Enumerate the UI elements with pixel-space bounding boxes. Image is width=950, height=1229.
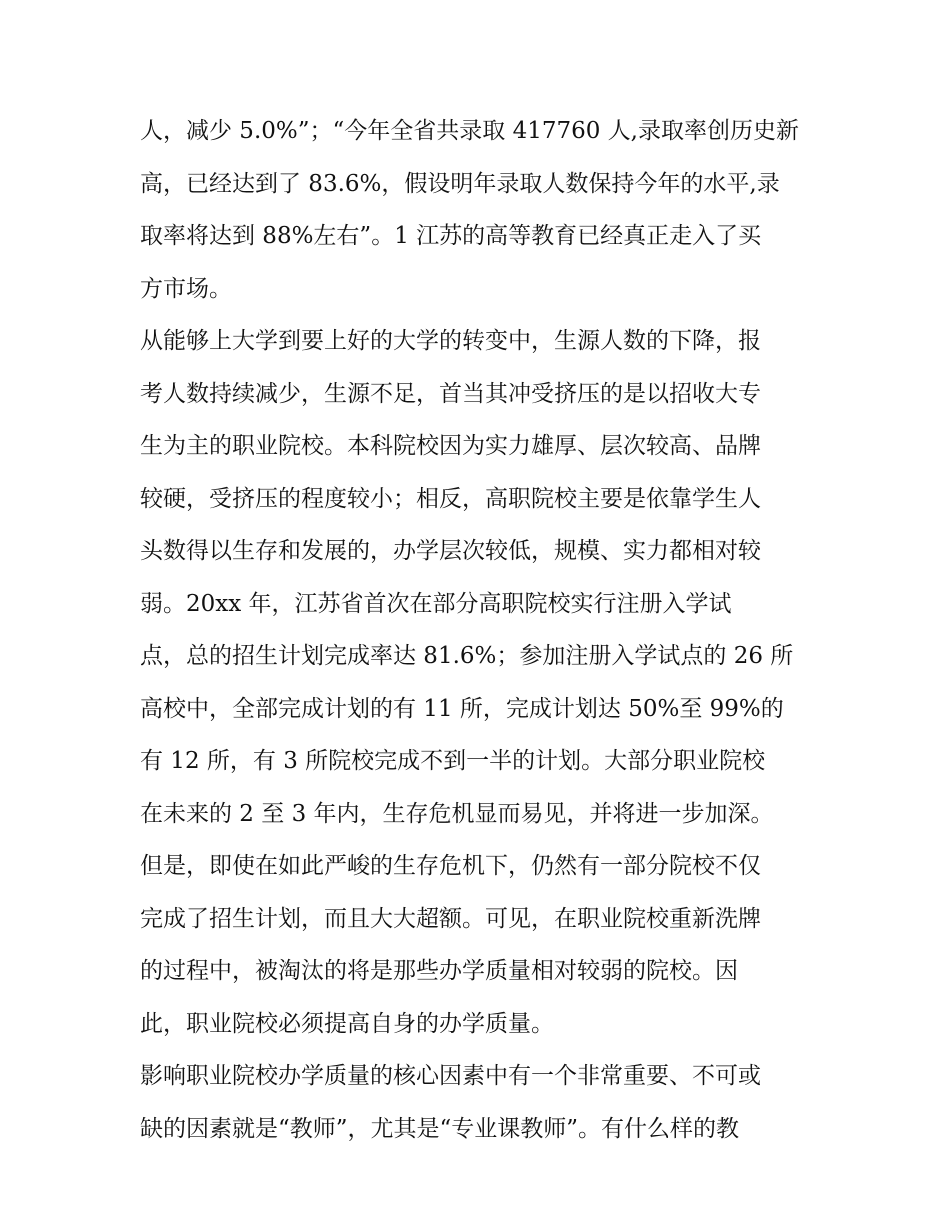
text-line: 点，总的招生计划完成率达 81.6%；参加注册入学试点的 26 所	[140, 643, 794, 669]
text-line: 头数得以生存和发展的，办学层次较低，规模、实力都相对较	[140, 538, 761, 564]
text-line: 从能够上大学到要上好的大学的转变中，生源人数的下降，报	[140, 328, 761, 354]
text-line: 有 12 所，有 3 所院校完成不到一半的计划。大部分职业院校	[140, 748, 766, 774]
text-line: 的过程中，被淘汰的将是那些办学质量相对较弱的院校。因	[140, 958, 738, 984]
text-line: 人，减少 5.0%”；“今年全省共录取 417760 人,录取率创历史新	[140, 118, 799, 144]
text-line: 方市场。	[140, 275, 232, 302]
text-line: 考人数持续减少，生源不足，首当其冲受挤压的是以招收大专	[140, 380, 761, 407]
text-line: 在未来的 2 至 3 年内，生存危机显而易见，并将进一步加深。	[140, 800, 774, 827]
body-text	[140, 110, 820, 1160]
text-line: 此，职业院校必须提高自身的办学质量。	[140, 1010, 554, 1037]
text-line: 取率将达到 88%左右”。1 江苏的高等教育已经真正走入了买	[140, 223, 762, 249]
text-line: 影响职业院校办学质量的核心因素中有一个非常重要、不可或	[140, 1063, 761, 1089]
text-line: 完成了招生计划，而且大大超额。可见，在职业院校重新洗牌	[140, 905, 761, 932]
text-line: 高校中，全部完成计划的有 11 所，完成计划达 50%至 99%的	[140, 695, 784, 722]
text-line: 但是，即使在如此严峻的生存危机下，仍然有一部分院校不仅	[140, 853, 761, 879]
text-line: 较硬，受挤压的程度较小；相反，高职院校主要是依靠学生人	[140, 485, 761, 512]
text-line: 高，已经达到了 83.6%，假设明年录取人数保持今年的水平,录	[140, 170, 780, 197]
text-line: 生为主的职业院校。本科院校因为实力雄厚、层次较高、品牌	[140, 433, 761, 459]
text-line: 弱。20xx 年，江苏省首次在部分高职院校实行注册入学试	[140, 590, 732, 617]
text-line: 缺的因素就是“教师”，尤其是“专业课教师”。有什么样的教	[140, 1115, 740, 1142]
